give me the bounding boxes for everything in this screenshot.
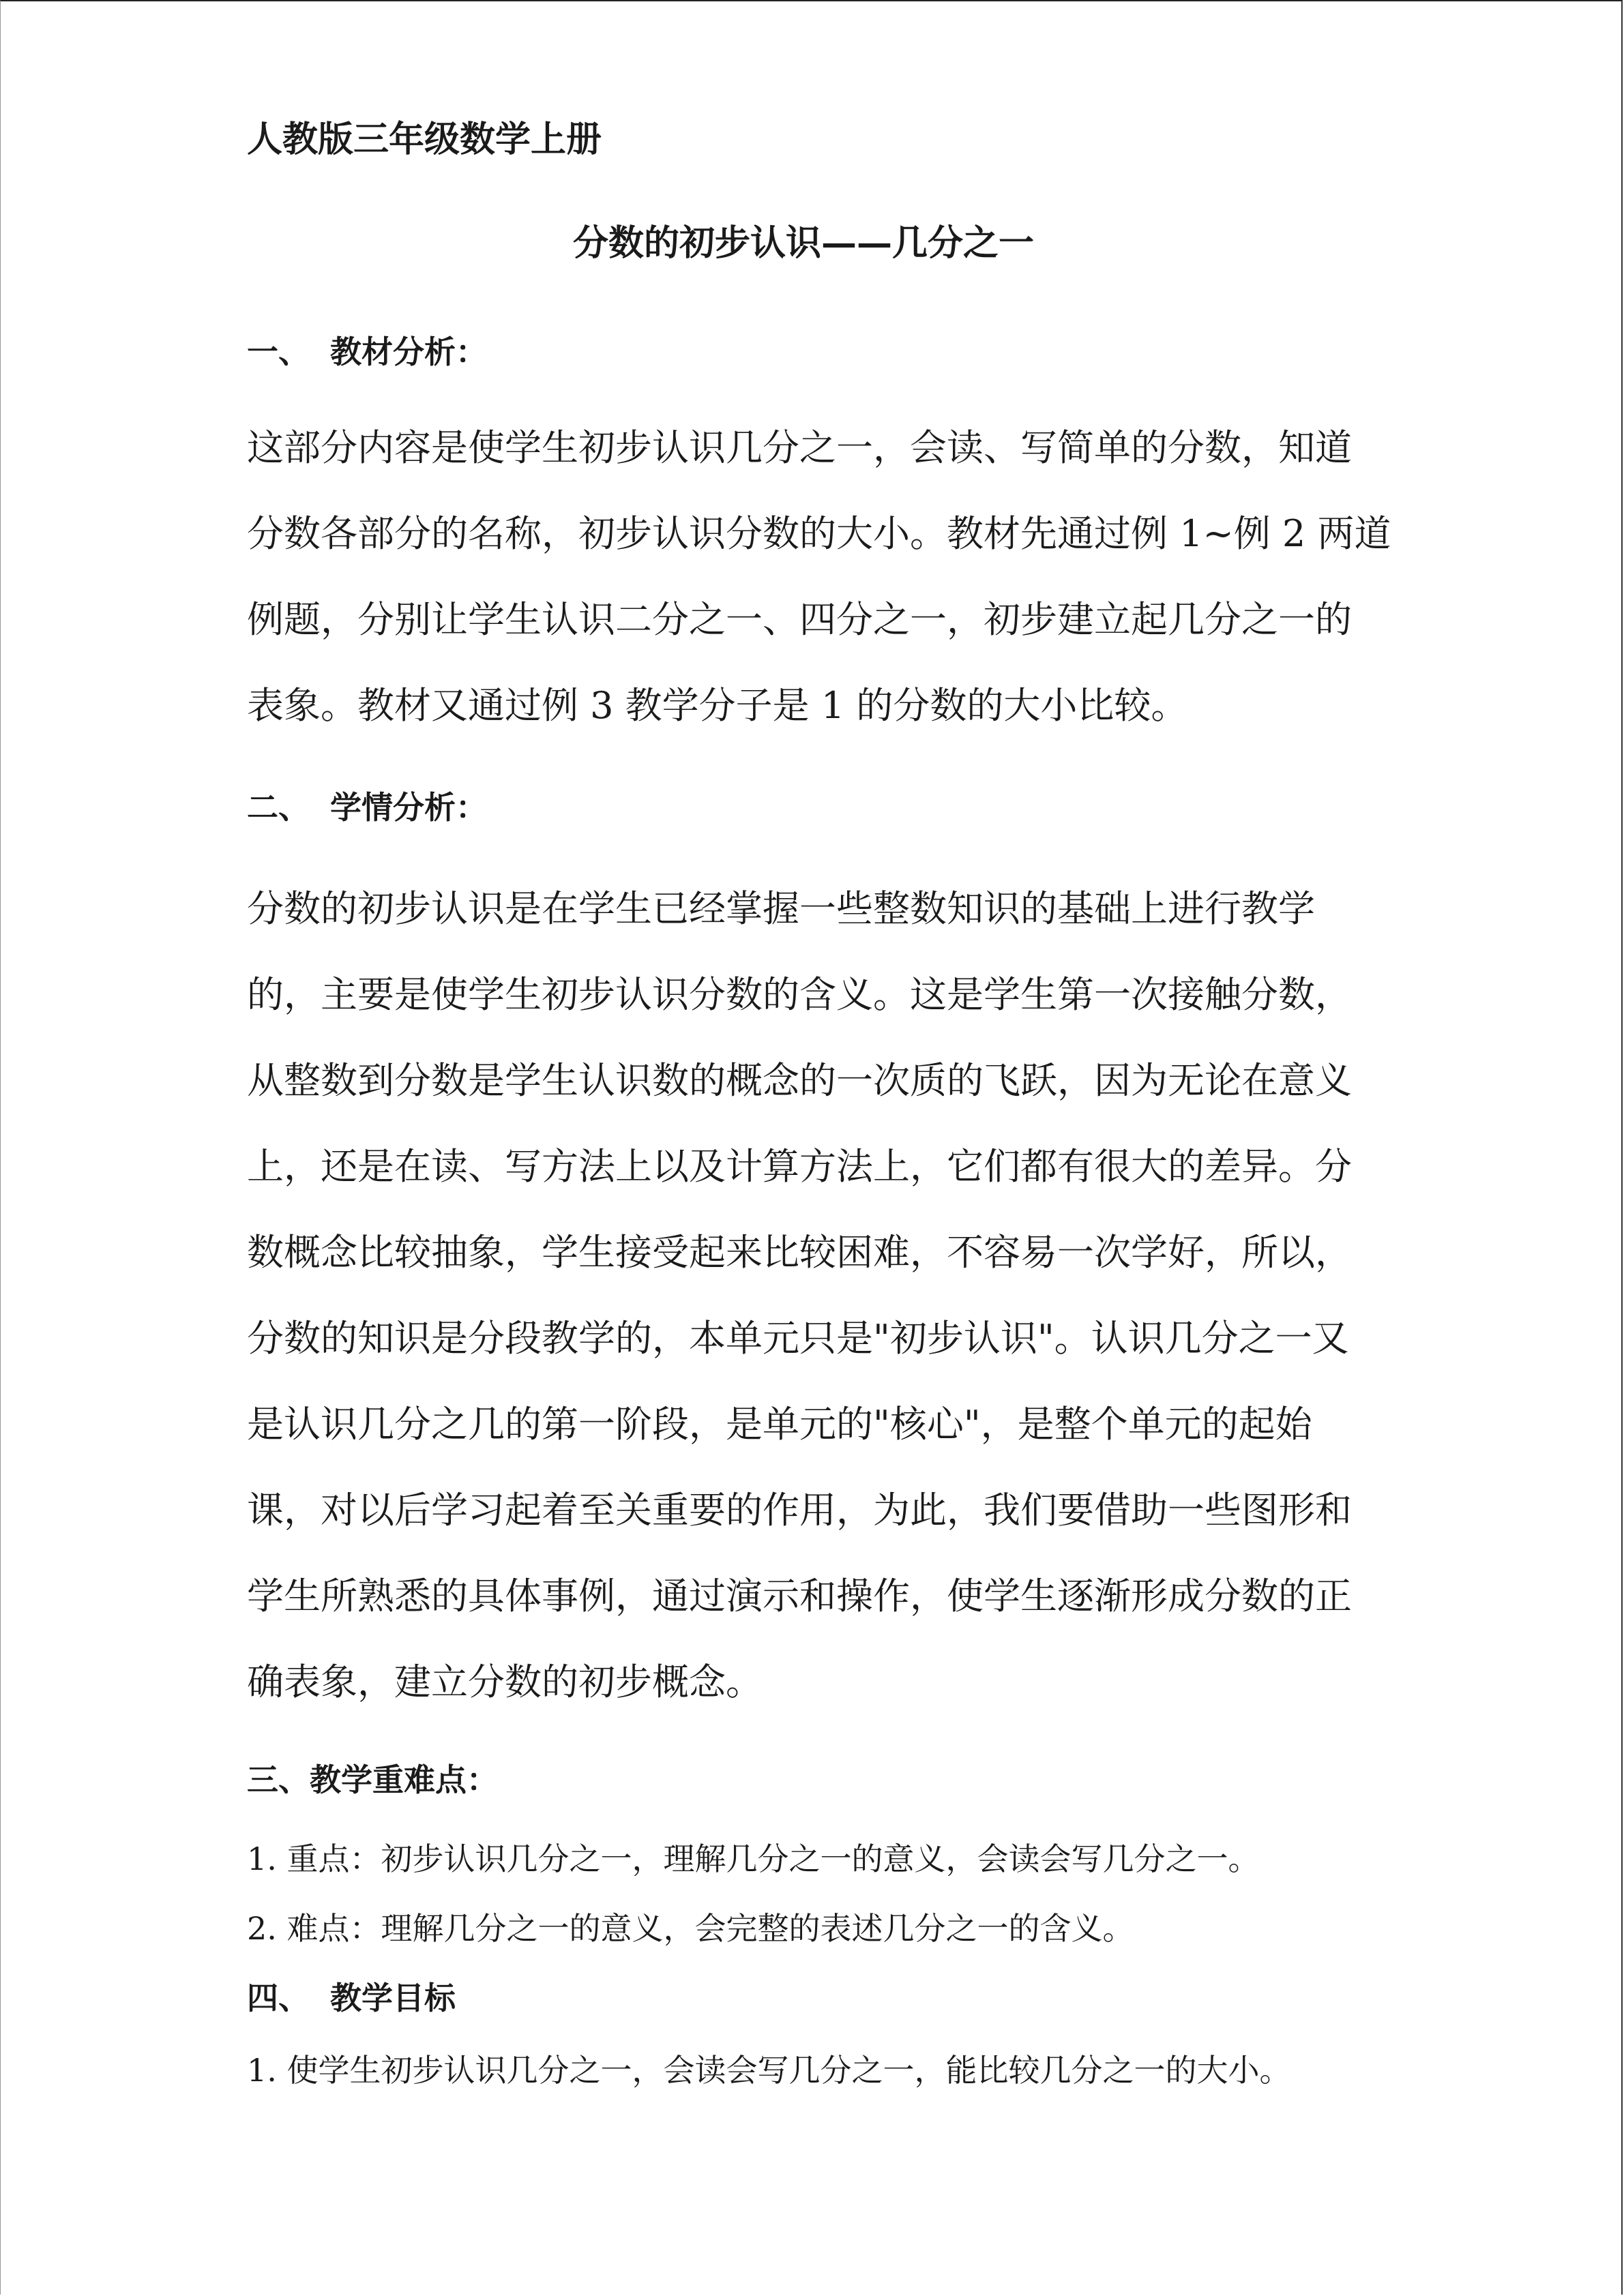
section-4-title: 教学目标 — [330, 1980, 456, 2016]
section-4-heading — [247, 1976, 456, 2020]
section-2-heading — [247, 786, 487, 829]
objective-item: 1. 使学生初步认识几分之一，会读会写几分之一，能比较几分之一的大小。 — [247, 2052, 1291, 2089]
document-title: 分数的初步认识——几分之一 — [573, 222, 1035, 264]
paragraph-line: 从整数到分数是学生认识数的概念的一次质的飞跃，因为无论在意义 — [247, 1059, 1352, 1102]
section-2-title: 学情分析： — [330, 789, 487, 826]
paragraph-line: 确表象，建立分数的初步概念。 — [247, 1660, 763, 1703]
paragraph-line: 是认识几分之几的第一阶段，是单元的"核心"，是整个单元的起始 — [247, 1403, 1312, 1446]
section-4-number: 四、 — [247, 1980, 310, 2016]
section-1-number: 一、 — [247, 333, 310, 370]
paragraph-line: 课，对以后学习起着至关重要的作用，为此，我们要借助一些图形和 — [247, 1489, 1352, 1532]
paragraph-line: 学生所熟悉的具体事例，通过演示和操作，使学生逐渐形成分数的正 — [247, 1575, 1352, 1617]
paragraph-line: 这部分内容是使学生初步认识几分之一，会读、写简单的分数，知道 — [247, 426, 1352, 469]
paragraph-line: 分数各部分的名称，初步认识分数的大小。教材先通过例 1~例 2 两道 — [247, 512, 1391, 555]
paragraph-line: 例题，分别让学生认识二分之一、四分之一，初步建立起几分之一的 — [247, 598, 1352, 641]
section-1-heading — [247, 330, 487, 374]
paragraph-line: 数概念比较抽象，学生接受起来比较困难，不容易一次学好，所以， — [247, 1231, 1352, 1274]
section-3-heading: 三、教学重难点： — [247, 1761, 498, 1798]
section-1-title: 教材分析： — [330, 333, 487, 370]
paragraph-line: 分数的初步认识是在学生已经掌握一些整数知识的基础上进行教学 — [247, 887, 1315, 930]
paragraph-line: 上，还是在读、写方法上以及计算方法上，它们都有很大的差异。分 — [247, 1145, 1352, 1188]
section-2-number: 二、 — [247, 789, 310, 826]
key-point-item: 1. 重点：初步认识几分之一，理解几分之一的意义，会读会写几分之一。 — [247, 1840, 1260, 1877]
section-2-paragraph — [247, 866, 1352, 1725]
paragraph-line: 分数的知识是分段教学的，本单元只是"初步认识"。认识几分之一又 — [247, 1317, 1349, 1360]
difficult-point-item: 2. 难点：理解几分之一的意义，会完整的表述几分之一的含义。 — [247, 1910, 1134, 1947]
section-1-paragraph — [247, 405, 1391, 749]
paragraph-line: 表象。教材又通过例 3 教学分子是 1 的分数的大小比较。 — [247, 684, 1188, 727]
paragraph-line: 的，主要是使学生初步认识分数的含义。这是学生第一次接触分数， — [247, 973, 1352, 1016]
document-header: 人教版三年级数学上册 — [247, 119, 602, 160]
